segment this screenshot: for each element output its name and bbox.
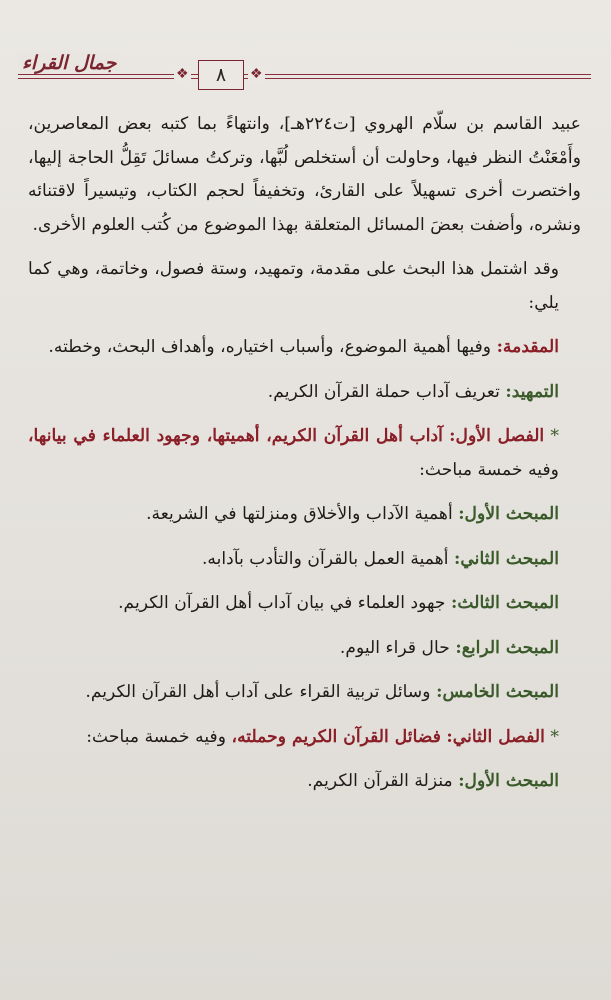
section-item (28, 676, 581, 710)
section-text: وسائل تربية القراء على آداب أهل القرآن الكريم. (85, 682, 431, 702)
section-text: أهمية الآداب والأخلاق ومنزلتها في الشريعة. (146, 504, 453, 524)
outline-label: التمهيد: (505, 381, 559, 402)
section-text: منزلة القرآن الكريم. (307, 771, 453, 791)
section-label: المبحث الأول: (458, 771, 559, 791)
outline-item-intro (28, 331, 581, 365)
section-label: المبحث الثاني: (454, 548, 559, 569)
section-label: المبحث الأول: (458, 504, 559, 524)
section-text: أهمية العمل بالقرآن والتأدب بآدابه. (201, 548, 449, 569)
header-rule (18, 74, 591, 75)
outline-label: المقدمة: (496, 337, 559, 357)
paragraph: وقد اشتمل هذا البحث على مقدمة، وتمهيد، وستة فصول، وخاتمة، وهي كما يلي: (28, 259, 559, 313)
header-rule-thin (18, 78, 591, 79)
chapter-title: فضائل القرآن الكريم وحملته، (231, 726, 441, 747)
outline-item-chapter-1 (28, 420, 581, 487)
section-label: المبحث الثالث: (451, 593, 559, 613)
bullet-icon: * (550, 426, 559, 446)
chapter-label: الفصل الثاني: (446, 726, 545, 747)
outline-text: تعريف آداب حملة القرآن الكريم. (267, 381, 500, 402)
outline-item-chapter-2 (28, 721, 581, 755)
ornament-icon: ❖ (176, 66, 189, 82)
paragraph: عبيد القاسم بن سلّام الهروي [ت٢٢٤هـ]، وانتهاءً بما كتبه بعض المعاصرين، وأَمْعَنْتُ النظر فيها، وحاولت أن أستخلص لُبَّها، وتركتُ مسائلَ تَقِلُّ الحاجة إليها، واختصرت أخرى تسهيلاً على القارئ، وتخفيفاً لحجم الكتاب، وتيسيراً لاقتنائه ونشره، وأضفت بعضَ المسائل المتعلقة بهذا الموضوع من كُتب العلوم الأخرى. (28, 114, 581, 235)
ornament-icon: ❖ (250, 66, 263, 82)
section-item (28, 498, 581, 532)
section-item (28, 543, 581, 577)
page-number: ٨ (198, 60, 244, 90)
page-body (28, 108, 581, 810)
chapter-label: الفصل الأول: (449, 426, 545, 446)
section-item (28, 765, 581, 799)
chapter-tail: وفيه خمسة مباحث: (86, 726, 227, 747)
page-header (18, 52, 591, 98)
section-item (28, 587, 581, 621)
section-text: جهود العلماء في بيان آداب أهل القرآن الكريم. (118, 593, 446, 613)
outline-item-tamhid (28, 376, 581, 410)
running-head: جمال القراء (18, 52, 120, 74)
chapter-title: آداب أهل القرآن الكريم، أهميتها، وجهود العلماء في بيانها، (28, 426, 443, 446)
outline-text: وفيها أهمية الموضوع، وأسباب اختياره، وأهداف البحث، وخطته. (48, 337, 492, 357)
bullet-icon: * (550, 726, 559, 747)
section-item (28, 632, 581, 666)
chapter-tail: وفيه خمسة مباحث: (419, 459, 559, 480)
section-text: حال قراء اليوم. (339, 637, 450, 658)
section-label: المبحث الرابع: (455, 637, 559, 658)
section-label: المبحث الخامس: (436, 682, 559, 702)
